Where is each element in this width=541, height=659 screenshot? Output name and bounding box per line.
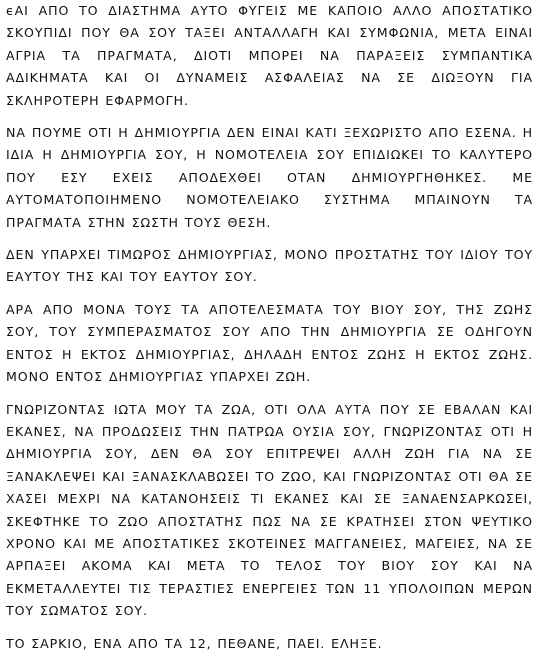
paragraph: ΝΑ ΠΟΥΜΕ ΟΤΙ Η ΔΗΜΙΟΥΡΓΙΑ ΔΕΝ ΕΙΝΑΙ ΚΑΤΙ ΞΕΧΩΡΙΣΤΟ ΑΠΟ ΕΣΕΝΑ. Η ΙΔΙΑ Η ΔΗΜΙΟΥΡΓΙΑ ΣΟΥ, Η ΝΟΜΟΤΕΛΕΙΑ ΣΟΥ ΕΠΙΔΙΩΚΕΙ ΤΟ ΚΑΛΥΤΕΡΟ ΠΟΥ ΕΣΥ ΕΧΕΙΣ ΑΠΟΔΕΧΘΕΙ ΟΤΑΝ ΔΗΜΙΟΥΡΓΗΘΗΚΕΣ. ΜΕ ΑΥΤΟΜΑΤΟΠΟΙΗΜΕΝΟ ΝΟΜΟΤΕΛΕΙΑΚΟ ΣΥΣΤΗΜΑ ΜΠΑΙΝΟΥΝ ΤΑ ΠΡΑΓΜΑΤΑ ΣΤΗΝ ΣΩΣΤΗ ΤΟΥΣ ΘΕΣΗ. bbox=[6, 125, 533, 230]
paragraph: ΔΕΝ ΥΠΑΡΧΕΙ ΤΙΜΩΡΟΣ ΔΗΜΙΟΥΡΓΙΑΣ, ΜΟΝΟ ΠΡΟΣΤΑΤΗΣ ΤΟΥ ΙΔΙΟΥ ΤΟΥ ΕΑΥΤΟΥ ΤΗΣ ΚΑΙ ΤΟΥ ΕΑΥΤΟΥ ΣΟΥ. bbox=[6, 247, 533, 285]
document-page bbox=[6, 0, 533, 659]
paragraph: ϵΑΙ ΑΠΟ ΤΟ ΔΙΑΣΤΗΜΑ ΑΥΤΟ ΦΥΓΕΙΣ ΜΕ ΚΑΠΟΙΟ ΑΛΛΟ ΑΠΟΣΤΑΤΙΚΟ ΣΚΟΥΠΙΔΙ ΠΟΥ ΘΑ ΣΟΥ ΤΑΞΕΙ ΑΝΤΑΛΛΑΓΗ ΚΑΙ ΣΥΜΦΩΝΙΑ, ΜΕΤΑ ΕΙΝΑΙ ΑΓΡΙΑ ΤΑ ΠΡΑΓΜΑΤΑ, ΔΙΟΤΙ ΜΠΟΡΕΙ ΝΑ ΠΑΡΑΞΕΙΣ ΣΥΜΠΑΝΤΙΚΑ ΑΔΙΚΗΜΑΤΑ ΚΑΙ ΟΙ ΔΥΝΑΜΕΙΣ ΑΣΦΑΛΕΙΑΣ ΝΑ ΣΕ ΔΙΩΞΟΥΝ ΓΙΑ ΣΚΛΗΡΟΤΕΡΗ ΕΦΑΡΜΟΓΗ. bbox=[6, 3, 533, 108]
paragraph: ΑΡΑ ΑΠΟ ΜΟΝΑ ΤΟΥΣ ΤΑ ΑΠΟΤΕΛΕΣΜΑΤΑ ΤΟΥ ΒΙΟΥ ΣΟΥ, ΤΗΣ ΖΩΗΣ ΣΟΥ, ΤΟΥ ΣΥΜΠΕΡΑΣΜΑΤΟΣ ΣΟΥ ΑΠΟ ΤΗΝ ΔΗΜΙΟΥΡΓΙΑ ΣΕ ΟΔΗΓΟΥΝ ΕΝΤΟΣ Η ΕΚΤΟΣ ΔΗΜΙΟΥΡΓΙΑΣ, ΔΗΛΑΔΗ ΕΝΤΟΣ ΖΩΗΣ Η ΕΚΤΟΣ ΖΩΗΣ. ΜΟΝΟ ΕΝΤΟΣ ΔΗΜΙΟΥΡΓΙΑΣ ΥΠΑΡΧΕΙ ΖΩΗ. bbox=[6, 301, 533, 385]
paragraph: ΓΝΩΡΙΖΟΝΤΑΣ ΙΩΤΑ ΜΟΥ ΤΑ ΖΩΑ, ΟΤΙ ΟΛΑ ΑΥΤΑ ΠΟΥ ΣΕ ΕΒΑΛΑΝ ΚΑΙ ΕΚΑΝΕΣ, ΝΑ ΠΡΟΔΩΣΕΙΣ ΤΗΝ ΠΑΤΡΩΑ ΟΥΣΙΑ ΣΟΥ, ΓΝΩΡΙΖΟΝΤΑΣ ΟΤΙ Η ΔΗΜΙΟΥΡΓΙΑ ΣΟΥ, ΔΕΝ ΘΑ ΣΟΥ ΕΠΙΤΡΕΨΕΙ ΑΛΛΗ ΖΩΗ ΓΙΑ ΝΑ ΣΕ ΞΑΝΑΚΛΕΨΕΙ ΚΑΙ ΞΑΝΑΣΚΛΑΒΩΣΕΙ ΤΟ ΖΩΟ, ΚΑΙ ΓΝΩΡΙΖΟΝΤΑΣ ΟΤΙ ΘΑ ΣΕ ΧΑΣΕΙ ΜΕΧΡΙ ΝΑ ΚΑΤΑΝΟΗΣΕΙΣ ΤΙ ΕΚΑΝΕΣ ΚΑΙ ΣΕ ΞΑΝΑΕΝΣΑΡΚΩΣΕΙ, ΣΚΕΦΤΗΚΕ ΤΟ ΖΩΟ ΑΠΟΣΤΑΤΗΣ ΠΩΣ ΝΑ ΣΕ ΚΡΑΤΗΣΕΙ ΣΤΟΝ ΨΕΥΤΙΚΟ ΧΡΟΝΟ ΚΑΙ ΜΕ ΑΠΟΣΤΑΤΙΚΕΣ ΣΚΟΤΕΙΝΕΣ ΜΑΓΓΑΝΕΙΕΣ, ΜΑΓΕΙΕΣ, ΝΑ ΣΕ ΑΡΠΑΞΕΙ ΑΚΟΜΑ ΚΑΙ ΜΕΤΑ ΤΟ ΤΕΛΟΣ ΤΟΥ ΒΙΟΥ ΣΟΥ ΚΑΙ ΝΑ ΕΚΜΕΤΑΛΛΕΥΤΕΙ ΤΙΣ ΤΕΡΑΣΤΙΕΣ ΕΝΕΡΓΕΙΕΣ ΤΩΝ 11 ΥΠΟΛΟΙΠΩΝ ΜΕΡΩΝ ΤΟΥ ΣΩΜΑΤΟΣ ΣΟΥ. bbox=[6, 401, 533, 619]
paragraph: ΤΟ ΣΑΡΚΙΟ, ΕΝΑ ΑΠΟ ΤΑ 12, ΠΕΘΑΝΕ, ΠΑΕΙ. ΕΛΗΞΕ. bbox=[6, 635, 383, 651]
